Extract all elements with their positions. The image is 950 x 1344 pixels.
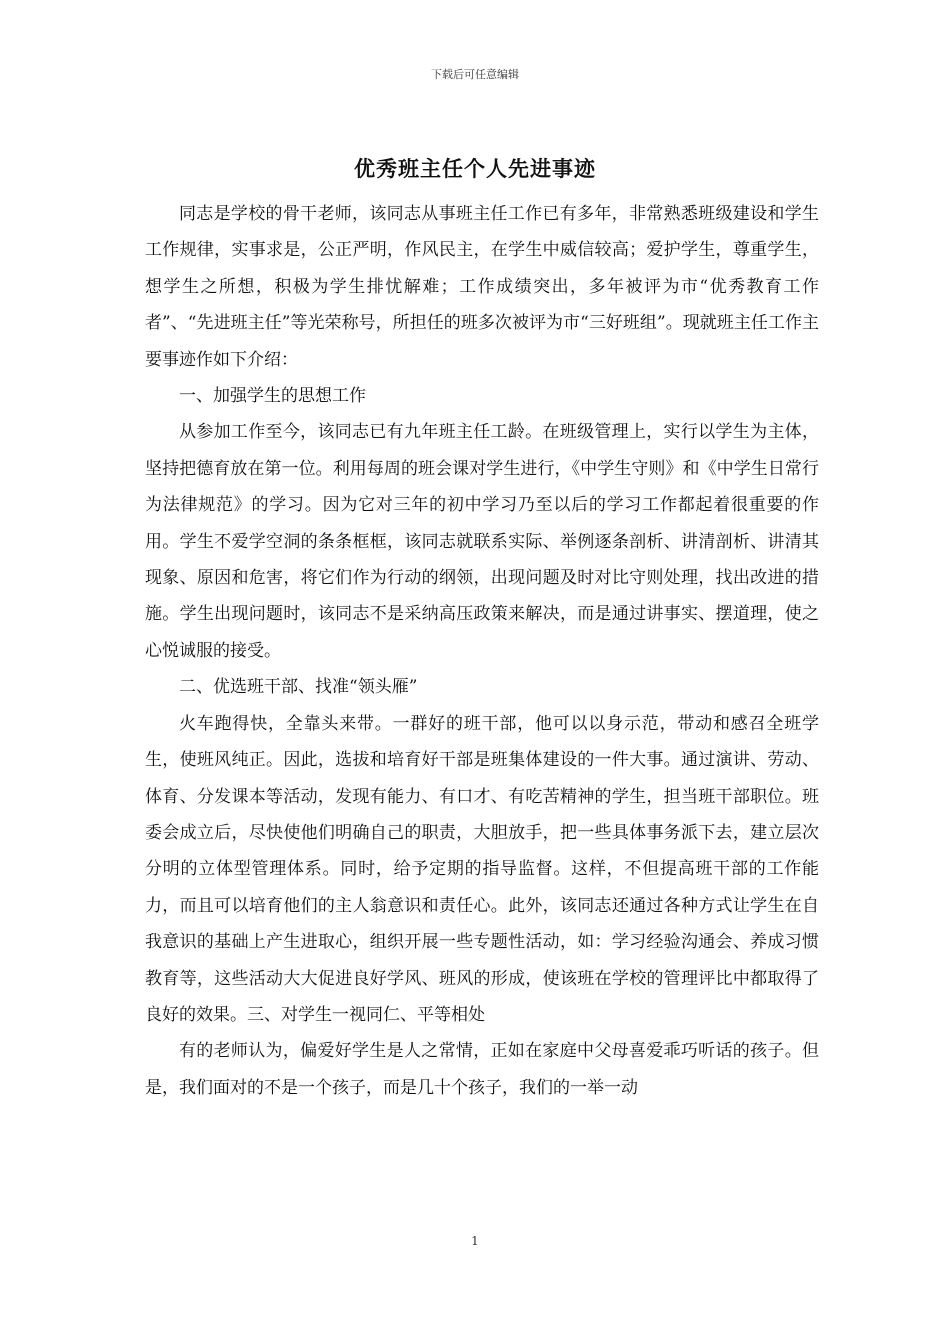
section-heading-2: 二、优选班干部、找准“领头雁” (179, 677, 418, 698)
paragraph-section-2: 火车跑得快，全靠头来带。一群好的班干部，他可以以身示范，带动和感召全班学生，使班风纯正。因此，选拔和培育好干部是班集体建设的一件大事。通过演讲、劳动、体育、分发课本等活动，发现有能力、有口才、有吃苦精神的学生，担当班干部职位。班委会成立后，尽快使他们明确自己的职责，大胆放手，把一些具体事务派下去，建立层次分明的立体型管理体系。同时，给予定期的指导监督。这样，不但提高班干部的工作能力，而且可以培育他们的主人翁意识和责任心。此外，该同志还通过各种方式让学生在自我意识的基础上产生进取心，组织开展一些专题性活动，如：学习经验沟通会、养成习惯教育等，这些活动大大促进良好学风、班风的形成，使该班在学校的管理评比中都取得了良好的效果。三、对学生一视同仁、平等相处 (145, 713, 819, 1025)
page-title: 优秀班主任个人先进事迹 (354, 156, 596, 181)
paragraph-intro: 同志是学校的骨干老师，该同志从事班主任工作已有多年，非常熟悉班级建设和学生工作规律，实事求是，公正严明，作风民主，在学生中威信较高；爱护学生，尊重学生，想学生之所想，积极为学生排忧解难；工作成绩突出，多年被评为市“优秀教育工作者”、“先进班主任”等光荣称号，所担任的班多次被评为市“三好班组”。现就班主任工作主要事迹作如下介绍： (145, 204, 819, 370)
paragraph-section-1: 从参加工作至今，该同志已有九年班主任工龄。在班级管理上，实行以学生为主体，坚持把德育放在第一位。利用每周的班会课对学生进行，《中学生守则》和《中学生日常行为法律规范》的学习。因为它对三年的初中学习乃至以后的学习工作都起着很重要的作用。学生不爱学空洞的条条框框，该同志就联系实际、举例逐条剖析、讲清剖析、讲清其现象、原因和危害，将它们作为行动的纲领，出现问题及时对比守则处理，找出改进的措施。学生出现问题时，该同志不是采纳高压政策来解决，而是通过讲事实、摆道理，使之心悦诚服的接受。 (145, 422, 819, 661)
paragraph-section-3: 有的老师认为，偏爱好学生是人之常情，正如在家庭中父母喜爱乖巧听话的孩子。但是，我们面对的不是一个孩子，而是几十个孩子，我们的一举一动 (145, 1041, 819, 1098)
section-heading-1: 一、加强学生的思想工作 (179, 386, 366, 407)
page-number: 1 (471, 1234, 479, 1248)
header-note: 下载后可任意编辑 (431, 68, 519, 81)
document-body (145, 196, 819, 1106)
